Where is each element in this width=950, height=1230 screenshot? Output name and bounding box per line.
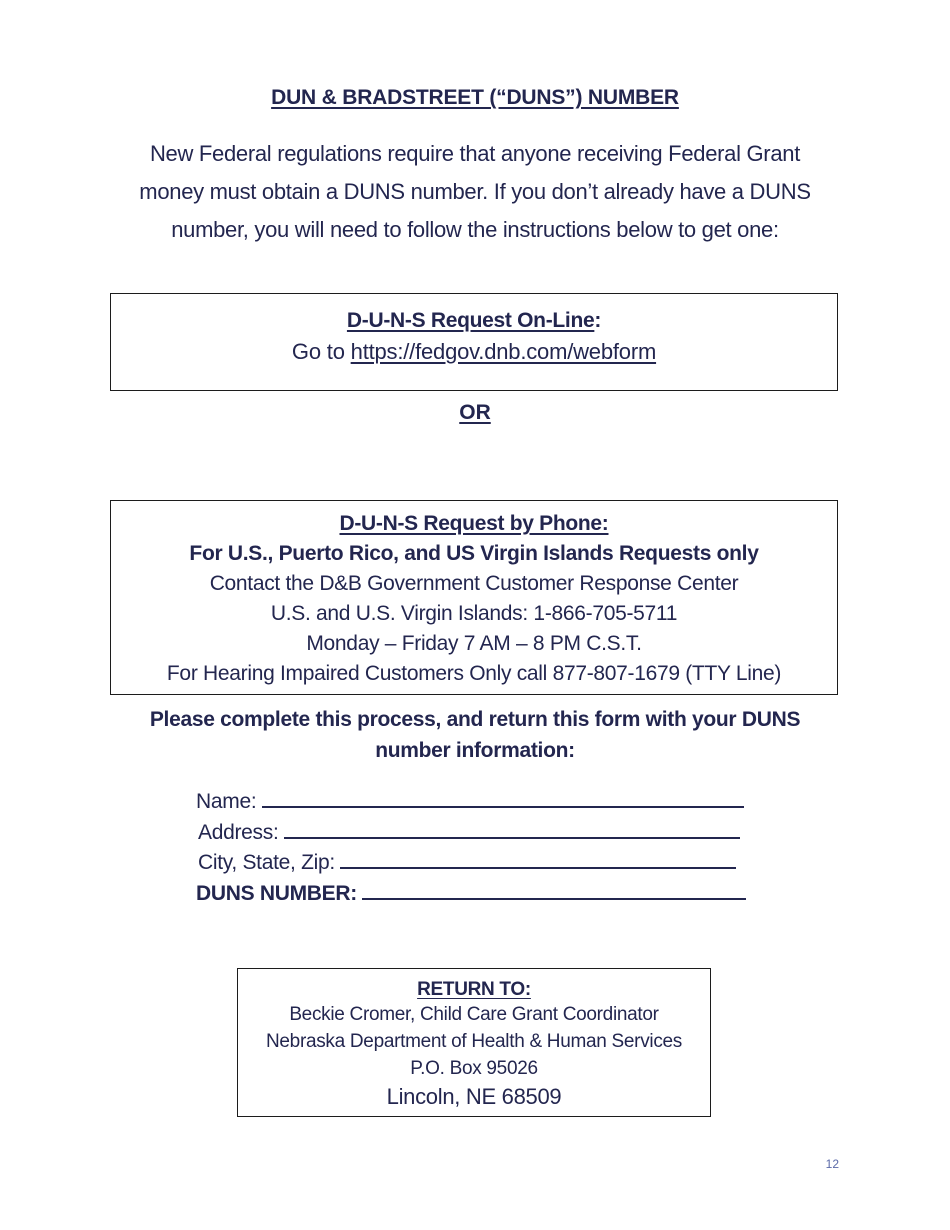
city-state-zip-blank[interactable] <box>340 849 736 869</box>
online-request-box <box>110 293 838 391</box>
address-field <box>198 819 740 845</box>
phone-scope: For U.S., Puerto Rico, and US Virgin Islands Requests only <box>189 542 759 565</box>
intro-paragraph <box>115 135 835 249</box>
complete-note <box>115 704 835 766</box>
name-label: Name: <box>196 790 257 813</box>
name-blank[interactable] <box>262 788 744 808</box>
return-to-box <box>237 968 711 1117</box>
goto-prefix: Go to <box>291 339 351 364</box>
city-state-zip-field <box>198 849 736 875</box>
intro-line: New Federal regulations require that anyone receiving Federal Grant <box>149 141 801 166</box>
return-department: Nebraska Department of Health & Human Services <box>265 1031 682 1052</box>
intro-line: number, you will need to follow the instructions below to get one: <box>171 217 779 242</box>
phone-request-heading: D-U-N-S Request by Phone: <box>339 512 609 535</box>
phone-contact: Contact the D&B Government Customer Response Center <box>209 572 739 595</box>
duns-number-label: DUNS NUMBER: <box>196 882 357 905</box>
intro-line: money must obtain a DUNS number. If you don’t already have a DUNS <box>139 179 811 204</box>
complete-note-line: Please complete this process, and return this form with your DUNS <box>149 708 801 731</box>
complete-note-line: number information: <box>375 739 575 762</box>
return-to-heading: RETURN TO: <box>417 979 531 1000</box>
phone-request-box <box>110 500 838 695</box>
phone-numbers: U.S. and U.S. Virgin Islands: 1-866-705-5711 <box>270 602 678 625</box>
return-po-box: P.O. Box 95026 <box>410 1058 538 1079</box>
address-label: Address: <box>198 821 279 844</box>
page-title: DUN & BRADSTREET (“DUNS”) NUMBER <box>271 86 679 109</box>
dnb-webform-link[interactable]: https://fedgov.dnb.com/webform <box>350 339 657 364</box>
online-heading-text: D-U-N-S Request On-Line <box>346 309 595 332</box>
return-city: Lincoln, NE 68509 <box>386 1084 562 1109</box>
duns-number-field <box>196 880 746 906</box>
online-request-line <box>111 339 837 365</box>
name-field <box>196 788 744 814</box>
phone-hours: Monday – Friday 7 AM – 8 PM C.S.T. <box>306 632 642 655</box>
address-blank[interactable] <box>284 819 740 839</box>
online-request-heading <box>111 309 837 333</box>
city-state-zip-label: City, State, Zip: <box>198 851 335 874</box>
duns-number-blank[interactable] <box>362 880 746 900</box>
page-number: 12 <box>825 1157 839 1171</box>
online-heading-colon: : <box>594 309 602 332</box>
return-coordinator: Beckie Cromer, Child Care Grant Coordinator <box>289 1004 659 1025</box>
or-separator: OR <box>459 401 491 424</box>
phone-tty: For Hearing Impaired Customers Only call 877-807-1679 (TTY Line) <box>166 662 782 685</box>
